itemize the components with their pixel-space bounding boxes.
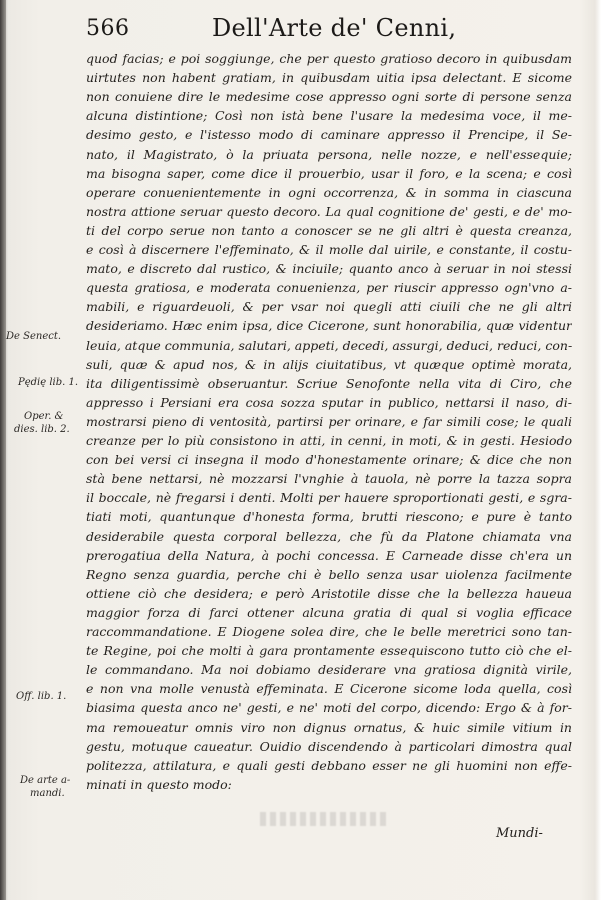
text-line: leuia, atque communia, salutari, appeti, decedi, assurgi, deduci, reduci, con- xyxy=(86,337,572,353)
text-line: ma bisogna saper, come dice il prouerbio, usar il foro, e la scena; e così xyxy=(86,165,572,181)
text-line: ottiene ciò che desidera; e però Aristotile disse che la bellezza haueua xyxy=(86,585,572,601)
text-line: raccommandatione. E Diogene solea dire, che le belle meretrici sono tan- xyxy=(86,624,572,639)
text-line: desideriamo. Hæc enim ipsa, dice Cicerone, sunt honorabilia, quæ videntur xyxy=(86,318,572,334)
text-line: prerogatiua della Natura, à pochi concessa. E Carneade disse ch'era un xyxy=(86,547,572,563)
catchword: Mundi- xyxy=(496,826,543,841)
text-line: le commandano. Ma noi dobiamo desiderare vna gratiosa dignità virile, xyxy=(86,662,572,678)
text-line: biasima questa anco ne' gesti, e ne' moti del corpo, dicendo: Ergo & à for- xyxy=(86,700,572,716)
text-line: creanze per lo più consistono in atti, in cenni, in moti, & in gesti. Hesiodo xyxy=(86,433,572,448)
text-line: desimo gesto, e l'istesso modo di caminare appresso il Prencipe, il Se- xyxy=(86,127,572,143)
text-line: nato, il Magistrato, ò la priuata persona, nelle nozze, e nell'essequie; xyxy=(86,146,572,162)
text-line: politezza, attilatura, e quali gesti debbano esser ne gli huomini non effe- xyxy=(86,757,572,773)
text-line: non conuiene dire le medesime cose appresso ogni sorte di persone senza xyxy=(86,89,572,105)
text-line: ita diligentissimè obseruantur. Scriue Senofonte nella vita di Ciro, che xyxy=(86,375,572,391)
text-line: alcuna distintione; Così non istà bene l'usare la medesima voce, il me- xyxy=(86,108,572,124)
text-line: suli, quæ & apud nos, & in alijs ciuitatibus, vt quæque optimè morata, xyxy=(86,356,572,372)
text-line: tiati moti, quantunque d'honesta forma, brutti riescono; e pure è tanto xyxy=(86,509,572,525)
text-line: Regno senza guardia, perche chi è bello senza usar uiolenza facilmente xyxy=(86,566,572,582)
running-title: Dell'Arte de' Cenni, xyxy=(212,14,457,42)
text-line: uirtutes non habent gratiam, in quibusdam uitia ipsa delectant. E sicome xyxy=(86,70,572,86)
text-line: mostrarsi pieno di ventosità, partirsi per orinare, e far simili cose; le quali xyxy=(86,413,572,429)
text-line: questa gratiosa, e moderata conuenienza, per riuscir appresso ogn'vno a- xyxy=(86,280,572,296)
text-line: desiderabile questa corporal bellezza, che fù da Platone chiamata vna xyxy=(86,528,572,544)
margin-note-pedie: Pędię lib. 1. xyxy=(18,377,79,388)
text-line: quod facias; e poi soggiunge, che per questo gratioso decoro in quibusdam xyxy=(86,51,572,66)
text-line: ma remoueatur omnis viro non dignus ornatus, & huic simile vitium in xyxy=(86,719,572,735)
margin-note-de-arte-1: De arte a- xyxy=(20,775,71,786)
text-line: maggior forza di farci ottener alcuna gratia di qual si voglia efficace xyxy=(86,604,572,620)
text-line: con bei versi ci insegna il modo d'honestamente orinare; & dice che non xyxy=(86,452,572,468)
text-line: e così à discernere l'effeminato, & il molle dal uirile, e constante, il costu- xyxy=(86,242,572,257)
margin-note-oper-2: dies. lib. 2. xyxy=(14,424,70,435)
text-line: mato, e discreto dal rustico, & inciuile; quanto anco à seruar in noi stessi xyxy=(86,261,572,277)
text-line: nostra attione seruar questo decoro. La qual cognitione de' gesti, e de' mo- xyxy=(86,203,572,219)
text-line: mabili, e riguardeuoli, & per vsar noi quegli atti ciuili che ne gli altri xyxy=(86,299,572,315)
text-line: ti del corpo serue non tanto a conoscer se ne gli altri è questa creanza, xyxy=(86,222,572,238)
page-number: 566 xyxy=(86,16,130,41)
margin-note-de-senect: De Senect. xyxy=(6,331,62,342)
margin-note-de-arte-2: mandi. xyxy=(30,788,65,799)
text-line: minati in questo modo: xyxy=(86,776,232,792)
binding-edge-shadow xyxy=(0,0,6,900)
margin-note-off: Off. lib. 1. xyxy=(16,691,67,702)
text-line: e non vna molle venustà effeminata. E Cicerone sicome loda quella, così xyxy=(86,681,572,697)
margin-note-oper-1: Oper. & xyxy=(24,411,64,422)
text-line: appresso i Persiani era cosa sozza sputar in publico, nettarsi il naso, di- xyxy=(86,394,572,410)
text-line: stà bene nettarsi, nè mozzarsi l'vnghie à tauola, nè porre la tazza sopra xyxy=(86,471,572,487)
text-line: te Regine, poi che molti à gara prontamente essequiscono tutto ciò che el- xyxy=(86,643,572,659)
text-line: il boccale, nè fregarsi i denti. Molti per hauere sproportionati gesti, e sgra- xyxy=(86,490,572,506)
text-line: gestu, motuque caueatur. Ouidio discendendo à particolari dimostra qual xyxy=(86,738,572,754)
text-line: operare conuenientemente in ogni occorrenza, & in somma in ciascuna xyxy=(86,184,572,200)
show-through-bleed xyxy=(260,812,390,826)
